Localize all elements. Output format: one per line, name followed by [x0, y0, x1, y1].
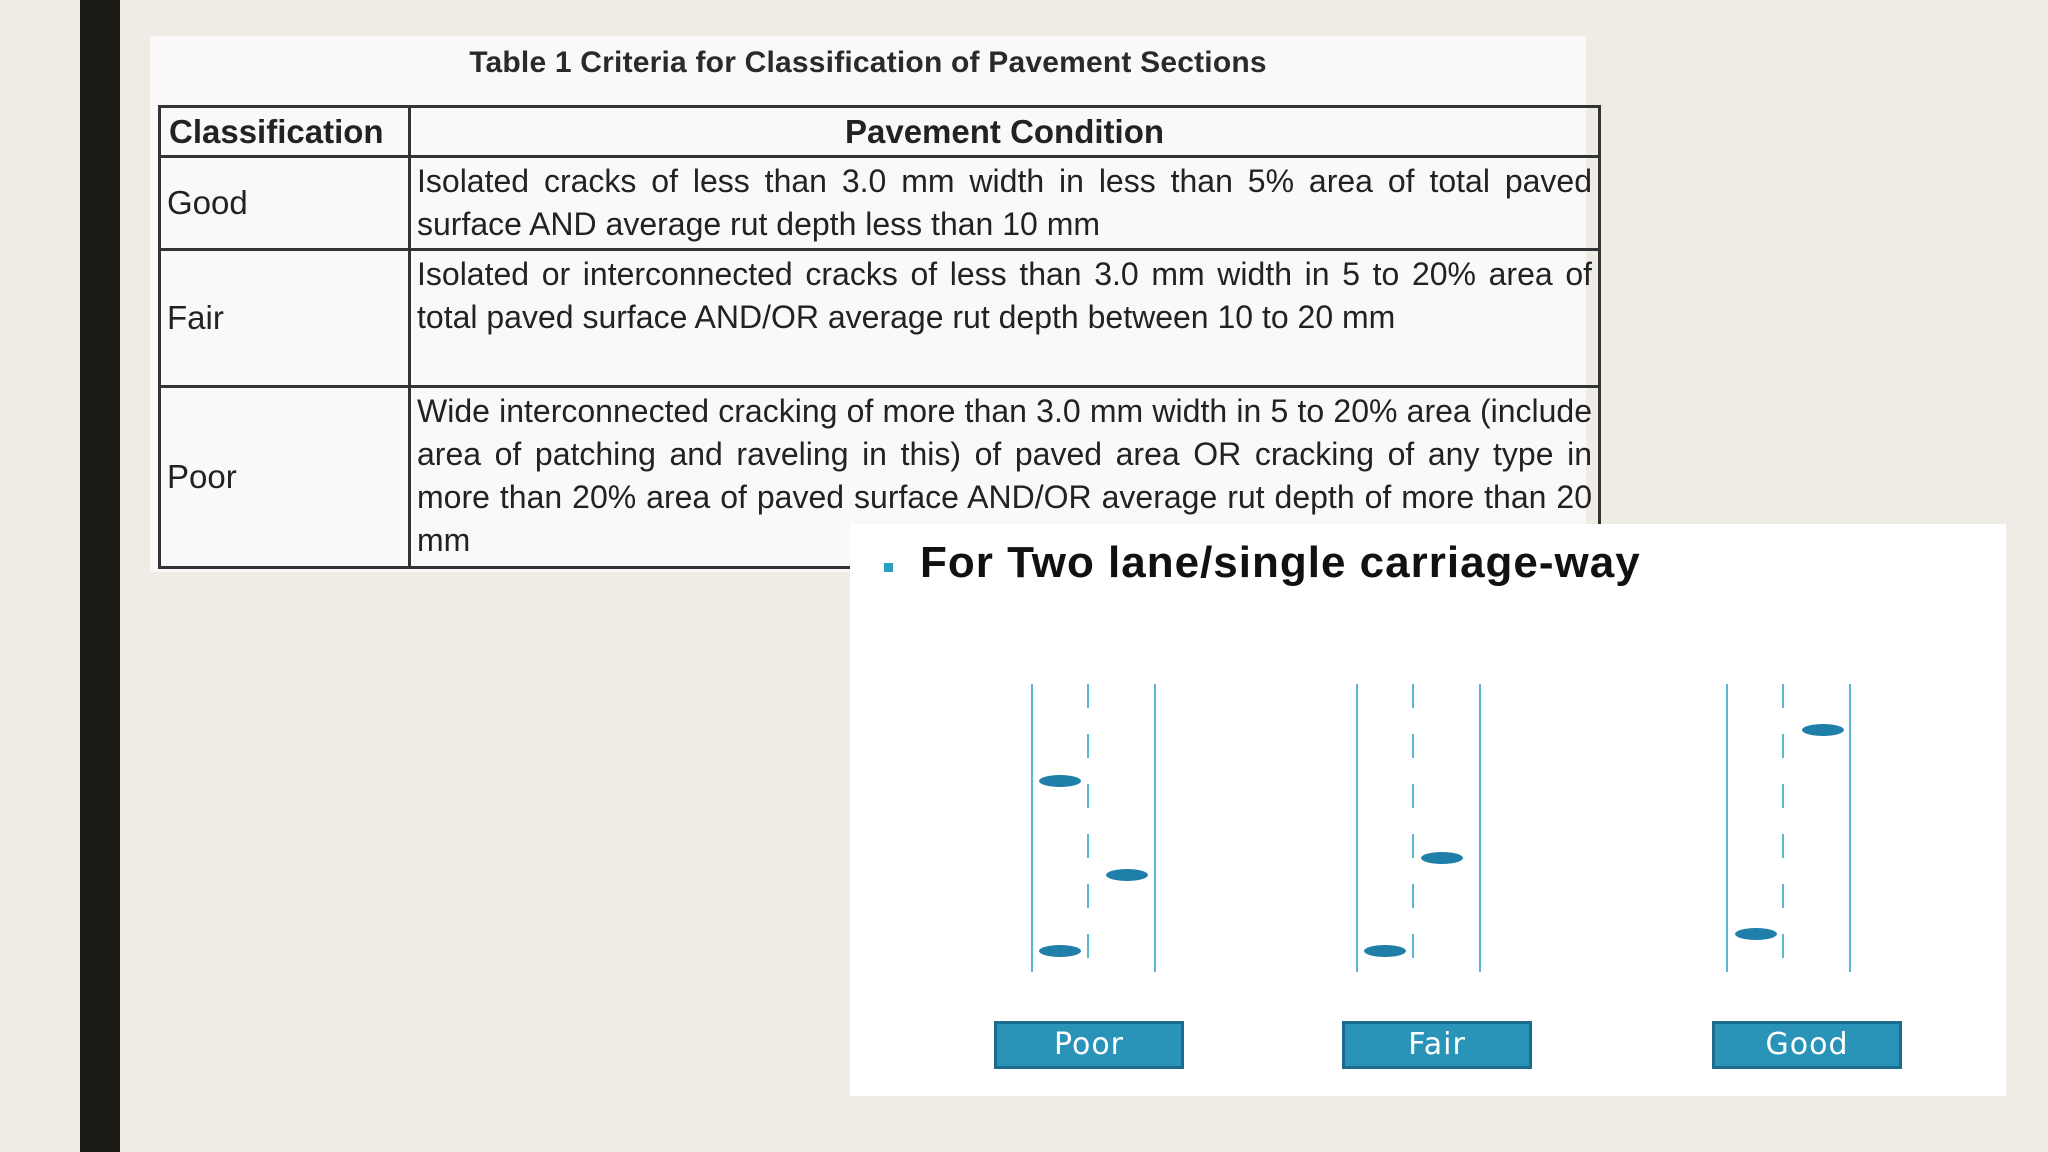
fair-label: Fair [1342, 1021, 1532, 1069]
lane-diagrams [850, 524, 2006, 1096]
good-label: Good [1712, 1021, 1902, 1069]
row-classification: Fair [160, 250, 410, 387]
classification-table [158, 105, 1601, 569]
poor-label: Poor [994, 1021, 1184, 1069]
lane-poor [1032, 684, 1155, 972]
diagram-title: For Two lane/single carriage-way [920, 538, 1641, 587]
distress-marker [1364, 945, 1406, 957]
row-classification: Good [160, 157, 410, 250]
distress-marker [1106, 869, 1148, 881]
distress-marker [1039, 775, 1081, 787]
lane-diagram-panel [850, 524, 2006, 1096]
row-condition: Isolated or interconnected cracks of less than 3.0 mm width in 5 to 20% area of total paved surface AND/OR average rut depth between 10 to 20 mm [410, 250, 1600, 387]
lane-good [1727, 684, 1850, 972]
header-pavement-condition: Pavement Condition [410, 107, 1600, 157]
distress-marker [1039, 945, 1081, 957]
row-condition: Wide interconnected cracking of more than 3.0 mm width in 5 to 20% area (include area of patching and raveling in this) of paved area OR cracking of any type in more than 20% area of paved surface AND/OR average rut depth of more than 20 mm [410, 387, 1600, 568]
distress-marker [1802, 724, 1844, 736]
table-row [160, 157, 1600, 250]
classification-table-panel [150, 36, 1592, 572]
table-header-row [160, 107, 1600, 157]
header-classification: Classification [160, 107, 410, 157]
distress-marker [1421, 852, 1463, 864]
row-classification: Poor [160, 387, 410, 568]
row-condition: Isolated cracks of less than 3.0 mm width in less than 5% area of total paved surface AND average rut depth less than 10 mm [410, 157, 1600, 250]
distress-marker [1735, 928, 1777, 940]
lane-fair [1357, 684, 1480, 972]
slide-side-bar [80, 0, 120, 1152]
table-row [160, 250, 1600, 387]
table-caption: Table 1 Criteria for Classification of Pavement Sections [469, 46, 1267, 79]
